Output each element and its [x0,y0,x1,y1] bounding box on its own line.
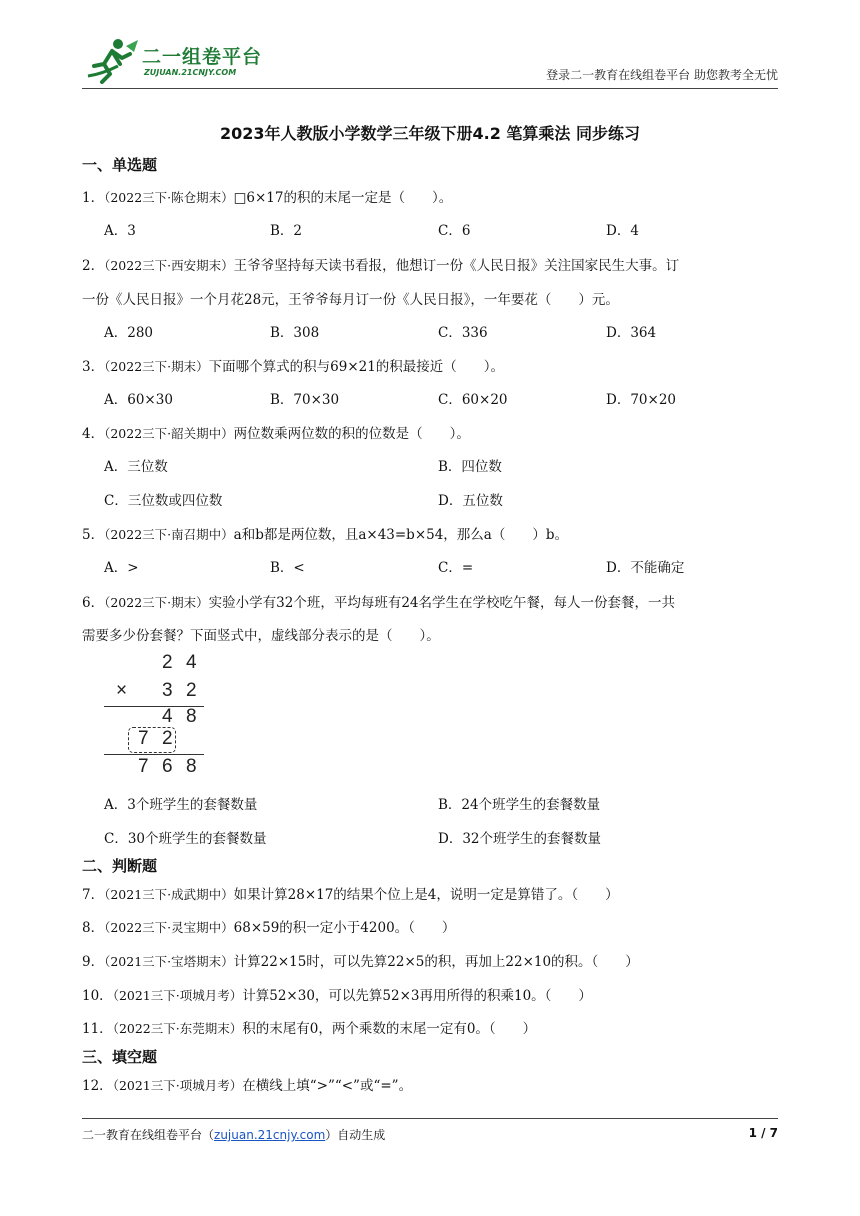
question-source: （2021三下·项城月考） [112,988,243,1003]
option-a: A．三位数 [104,459,168,475]
option-d: D．32个班学生的套餐数量 [438,831,602,847]
calc-digit: 7 [138,728,149,749]
question-12 [82,1069,782,1103]
logo-url: ZUJUAN.21CNJY.COM [144,68,237,77]
question-10 [82,979,782,1013]
question-11 [82,1012,782,1046]
question-number: 4． [82,426,105,442]
section-heading-fill-in: 三、填空题 [82,1048,158,1066]
calc-digit: 4 [186,652,197,673]
option-c: C．6 [438,223,471,239]
question-number: 7． [82,887,105,903]
question-text: 在横线上填“>”“<”或“=”。 [242,1078,413,1094]
question-6-line-2: 需要多少份套餐？下面竖式中，虚线部分表示的是（ ）。 [82,628,440,644]
vertical-multiplication [104,650,214,780]
question-source: （2021三下·宝塔期末） [104,954,234,969]
calc-digit: 3 [162,680,173,701]
option-a: A．> [104,560,139,576]
question-source: （2021三下·成武期中） [104,887,234,902]
option-c: C．= [438,560,474,576]
question-text: 积的末尾有0，两个乘数的末尾一定有0。（ ） [242,1021,537,1037]
option-b: B．< [270,560,305,576]
question-number: 9． [82,954,105,970]
footer-link[interactable]: zujuan.21cnjy.com [214,1128,326,1142]
question-source: （2022三下·灵宝期中） [104,920,234,935]
question-text: 计算22×15时，可以先算22×5的积，再加上22×10的积。（ ） [233,954,639,970]
question-source: （2022三下·西安期末） [104,258,234,273]
question-text: a和b都是两位数，且a×43=b×54，那么a（ ）b。 [233,527,569,543]
option-c: C．60×20 [438,392,508,408]
question-source: （2022三下·陈仓期末） [104,190,234,205]
calc-digit: 7 [138,756,149,777]
option-a: A．280 [104,325,154,341]
option-b: B．2 [270,223,303,239]
option-a: A．60×30 [104,392,173,408]
question-number: 11． [82,1021,113,1037]
calc-times-sign: × [116,680,128,701]
calc-digit: 4 [162,706,173,727]
option-d: D．70×20 [606,392,676,408]
logo-title: 二一组卷平台 [142,46,263,68]
runner-logo-icon [82,36,140,84]
calc-digit: 2 [186,680,197,701]
option-d: D．4 [606,223,639,239]
option-a: A．3个班学生的套餐数量 [104,797,258,813]
option-d: D．不能确定 [606,560,685,576]
question-text: 计算52×30，可以先算52×3再用所得的积乘10。（ ） [242,988,592,1004]
option-b: B．四位数 [438,459,502,475]
calc-rule [104,754,204,755]
question-number: 5． [82,527,105,543]
section-heading-single-choice: 一、单选题 [82,156,158,174]
question-source: （2022三下·期末） [104,595,209,610]
footer-divider [82,1118,778,1119]
calc-digit: 8 [186,756,197,777]
page-number: 1 / 7 [748,1126,778,1140]
footer-text: 二一教育在线组卷平台（ [82,1128,215,1142]
calc-digit: 6 [162,756,173,777]
calc-digit: 2 [162,728,173,749]
question-text: □6×17的积的末尾一定是（ ）。 [233,190,453,206]
logo[interactable] [82,36,292,84]
question-text: 王爷爷坚持每天读书看报，他想订一份《人民日报》关注国家民生大事。订 [233,258,680,274]
question-2 [82,249,782,283]
question-source: （2021三下·项城月考） [112,1078,243,1093]
header-slogan: 登录二一教育在线组卷平台 助您教考全无忧 [546,68,778,82]
question-text: 如果计算28×17的结果个位上是4，说明一定是算错了。（ ） [233,887,619,903]
question-text: 实验小学有32个班，平均每班有24名学生在学校吃午餐，每人一份套餐，一共 [208,595,675,611]
question-text: 两位数乘两位数的积的位数是（ ）。 [233,426,470,442]
option-b: B．70×30 [270,392,340,408]
footer-text: ）自动生成 [325,1128,386,1142]
option-c: C．三位数或四位数 [104,493,223,509]
question-source: （2022三下·期末） [104,359,209,374]
question-number: 8． [82,920,105,936]
question-8 [82,911,782,945]
question-number: 3． [82,359,105,375]
question-number: 2． [82,258,105,274]
page-header [82,36,778,88]
question-number: 12． [82,1078,113,1094]
question-number: 1． [82,190,105,206]
option-b: B．308 [270,325,320,341]
question-source: （2022三下·韶关期中） [104,426,234,441]
question-source: （2022三下·东莞期末） [112,1021,243,1036]
option-c: C．336 [438,325,488,341]
question-2-line-2: 一份《人民日报》一个月花28元，王爷爷每月订一份《人民日报》，一年要花（ ）元。 [82,292,619,308]
calc-digit: 2 [162,652,173,673]
question-4 [82,417,782,451]
option-c: C．30个班学生的套餐数量 [104,831,267,847]
question-6 [82,586,782,620]
question-1 [82,181,782,215]
calc-digit: 8 [186,706,197,727]
question-5 [82,518,782,552]
header-divider [82,88,778,89]
footer-credit [82,1126,385,1143]
option-b: B．24个班学生的套餐数量 [438,797,601,813]
question-number: 6． [82,595,105,611]
section-heading-true-false: 二、判断题 [82,857,158,875]
question-source: （2022三下·南召期中） [104,527,234,542]
option-d: D．364 [606,325,657,341]
option-a: A．3 [104,223,136,239]
question-text: 68×59的积一定小于4200。（ ） [233,920,456,936]
option-d: D．五位数 [438,493,503,509]
question-3 [82,350,782,384]
question-9 [82,945,782,979]
question-number: 10． [82,988,113,1004]
question-7 [82,878,782,912]
document-title: 2023年人教版小学数学三年级下册4.2 笔算乘法 同步练习 [219,124,641,143]
question-text: 下面哪个算式的积与69×21的积最接近（ ）。 [208,359,505,375]
